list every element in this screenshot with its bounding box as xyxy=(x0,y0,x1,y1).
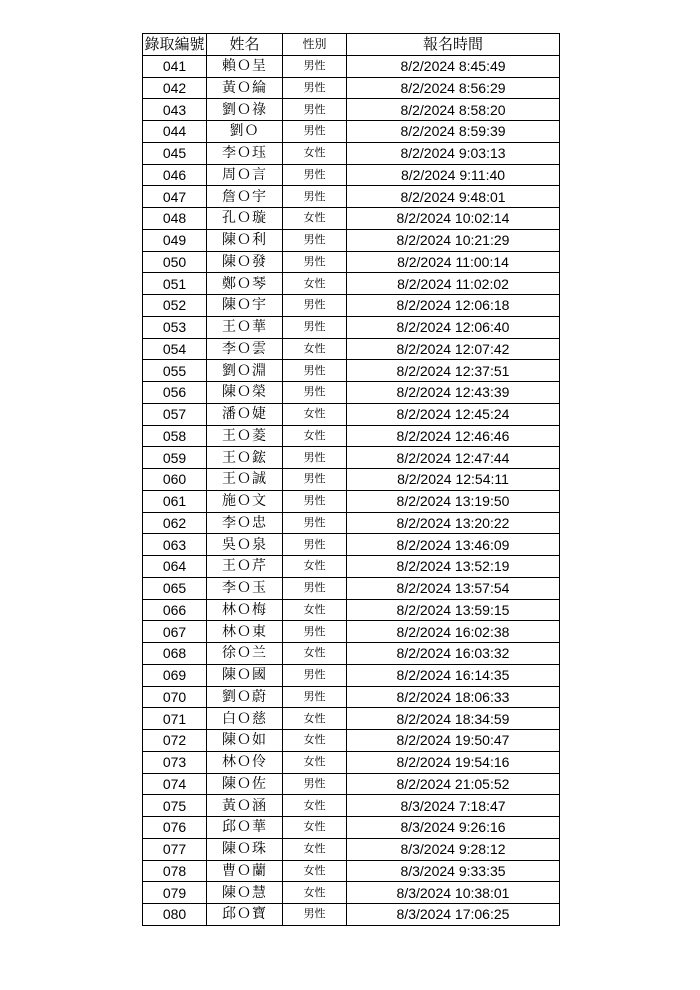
cell-registration-time: 8/2/2024 9:48:01 xyxy=(347,186,560,208)
table-row xyxy=(143,730,560,752)
cell-registration-time: 8/2/2024 8:56:29 xyxy=(347,77,560,99)
cell-registration-time: 8/2/2024 16:03:32 xyxy=(347,643,560,665)
cell-admission-number: 075 xyxy=(143,795,207,817)
cell-admission-number: 052 xyxy=(143,295,207,317)
cell-admission-number: 057 xyxy=(143,403,207,425)
cell-name: 王Ｏ誠 xyxy=(207,469,283,491)
table-row xyxy=(143,360,560,382)
cell-admission-number: 045 xyxy=(143,142,207,164)
table-row xyxy=(143,229,560,251)
table-row xyxy=(143,55,560,77)
cell-registration-time: 8/3/2024 17:06:25 xyxy=(347,904,560,926)
table-row xyxy=(143,773,560,795)
table-row xyxy=(143,273,560,295)
cell-gender: 男性 xyxy=(283,512,347,534)
cell-admission-number: 050 xyxy=(143,251,207,273)
cell-admission-number: 043 xyxy=(143,99,207,121)
table-row xyxy=(143,686,560,708)
cell-name: 陳Ｏ發 xyxy=(207,251,283,273)
table-row xyxy=(143,708,560,730)
cell-gender: 女性 xyxy=(283,142,347,164)
cell-registration-time: 8/2/2024 12:47:44 xyxy=(347,447,560,469)
cell-name: 施Ｏ文 xyxy=(207,490,283,512)
cell-name: 陳Ｏ宇 xyxy=(207,295,283,317)
table-row xyxy=(143,643,560,665)
cell-registration-time: 8/2/2024 12:37:51 xyxy=(347,360,560,382)
cell-name: 陳Ｏ國 xyxy=(207,664,283,686)
table-row xyxy=(143,251,560,273)
cell-gender: 男性 xyxy=(283,469,347,491)
cell-name: 劉Ｏ xyxy=(207,121,283,143)
cell-registration-time: 8/2/2024 11:00:14 xyxy=(347,251,560,273)
cell-registration-time: 8/2/2024 12:46:46 xyxy=(347,425,560,447)
cell-registration-time: 8/2/2024 13:20:22 xyxy=(347,512,560,534)
cell-registration-time: 8/2/2024 18:34:59 xyxy=(347,708,560,730)
table-row xyxy=(143,577,560,599)
cell-name: 鄭Ｏ琴 xyxy=(207,273,283,295)
cell-registration-time: 8/2/2024 12:43:39 xyxy=(347,382,560,404)
cell-admission-number: 065 xyxy=(143,577,207,599)
cell-admission-number: 079 xyxy=(143,882,207,904)
table-row xyxy=(143,121,560,143)
cell-registration-time: 8/2/2024 19:54:16 xyxy=(347,751,560,773)
table-body xyxy=(143,55,560,925)
cell-registration-time: 8/3/2024 9:33:35 xyxy=(347,860,560,882)
cell-name: 林Ｏ伶 xyxy=(207,751,283,773)
cell-name: 白Ｏ慈 xyxy=(207,708,283,730)
cell-gender: 女性 xyxy=(283,273,347,295)
cell-admission-number: 053 xyxy=(143,316,207,338)
cell-gender: 女性 xyxy=(283,208,347,230)
table-row xyxy=(143,534,560,556)
table-row xyxy=(143,77,560,99)
cell-gender: 男性 xyxy=(283,534,347,556)
cell-admission-number: 080 xyxy=(143,904,207,926)
cell-gender: 男性 xyxy=(283,186,347,208)
table-row xyxy=(143,795,560,817)
cell-admission-number: 077 xyxy=(143,838,207,860)
cell-admission-number: 072 xyxy=(143,730,207,752)
cell-gender: 男性 xyxy=(283,664,347,686)
cell-name: 陳Ｏ利 xyxy=(207,229,283,251)
cell-admission-number: 060 xyxy=(143,469,207,491)
cell-registration-time: 8/2/2024 16:02:38 xyxy=(347,621,560,643)
cell-gender: 男性 xyxy=(283,904,347,926)
cell-registration-time: 8/2/2024 8:45:49 xyxy=(347,55,560,77)
table-row xyxy=(143,142,560,164)
cell-admission-number: 069 xyxy=(143,664,207,686)
cell-name: 李Ｏ忠 xyxy=(207,512,283,534)
cell-name: 李Ｏ珏 xyxy=(207,142,283,164)
cell-admission-number: 078 xyxy=(143,860,207,882)
table-row xyxy=(143,751,560,773)
cell-admission-number: 048 xyxy=(143,208,207,230)
table-row xyxy=(143,425,560,447)
cell-admission-number: 058 xyxy=(143,425,207,447)
cell-name: 陳Ｏ榮 xyxy=(207,382,283,404)
table-row xyxy=(143,556,560,578)
cell-registration-time: 8/2/2024 13:19:50 xyxy=(347,490,560,512)
cell-admission-number: 062 xyxy=(143,512,207,534)
table-row xyxy=(143,621,560,643)
cell-name: 王Ｏ菱 xyxy=(207,425,283,447)
cell-gender: 男性 xyxy=(283,577,347,599)
registration-sheet xyxy=(142,33,560,926)
cell-gender: 女性 xyxy=(283,338,347,360)
cell-name: 黃Ｏ綸 xyxy=(207,77,283,99)
cell-name: 潘Ｏ婕 xyxy=(207,403,283,425)
cell-gender: 女性 xyxy=(283,838,347,860)
header-admission-number: 錄取編號 xyxy=(144,35,205,54)
table-header xyxy=(143,34,560,56)
table-row xyxy=(143,208,560,230)
cell-registration-time: 8/3/2024 7:18:47 xyxy=(347,795,560,817)
cell-registration-time: 8/2/2024 11:02:02 xyxy=(347,273,560,295)
cell-gender: 男性 xyxy=(283,773,347,795)
cell-admission-number: 076 xyxy=(143,817,207,839)
cell-gender: 男性 xyxy=(283,360,347,382)
cell-registration-time: 8/2/2024 12:45:24 xyxy=(347,403,560,425)
cell-admission-number: 044 xyxy=(143,121,207,143)
cell-name: 孔Ｏ璇 xyxy=(207,208,283,230)
cell-gender: 男性 xyxy=(283,295,347,317)
cell-gender: 男性 xyxy=(283,251,347,273)
cell-gender: 男性 xyxy=(283,686,347,708)
table-row xyxy=(143,860,560,882)
cell-admission-number: 061 xyxy=(143,490,207,512)
table-row xyxy=(143,838,560,860)
cell-name: 王Ｏ鋐 xyxy=(207,447,283,469)
cell-name: 陳Ｏ如 xyxy=(207,730,283,752)
cell-name: 賴Ｏ呈 xyxy=(207,55,283,77)
cell-name: 周Ｏ言 xyxy=(207,164,283,186)
cell-admission-number: 056 xyxy=(143,382,207,404)
cell-gender: 男性 xyxy=(283,621,347,643)
cell-registration-time: 8/3/2024 9:26:16 xyxy=(347,817,560,839)
cell-admission-number: 070 xyxy=(143,686,207,708)
cell-name: 陳Ｏ佐 xyxy=(207,773,283,795)
cell-registration-time: 8/2/2024 10:02:14 xyxy=(347,208,560,230)
cell-admission-number: 041 xyxy=(143,55,207,77)
cell-registration-time: 8/2/2024 12:07:42 xyxy=(347,338,560,360)
cell-name: 詹Ｏ宇 xyxy=(207,186,283,208)
cell-name: 曹Ｏ蘭 xyxy=(207,860,283,882)
cell-gender: 男性 xyxy=(283,55,347,77)
cell-gender: 女性 xyxy=(283,708,347,730)
cell-gender: 女性 xyxy=(283,643,347,665)
cell-admission-number: 042 xyxy=(143,77,207,99)
cell-admission-number: 059 xyxy=(143,447,207,469)
cell-name: 林Ｏ東 xyxy=(207,621,283,643)
cell-gender: 男性 xyxy=(283,447,347,469)
cell-admission-number: 049 xyxy=(143,229,207,251)
table-row xyxy=(143,817,560,839)
cell-admission-number: 068 xyxy=(143,643,207,665)
cell-admission-number: 064 xyxy=(143,556,207,578)
cell-registration-time: 8/2/2024 8:58:20 xyxy=(347,99,560,121)
cell-name: 王Ｏ華 xyxy=(207,316,283,338)
cell-gender: 女性 xyxy=(283,795,347,817)
cell-name: 劉Ｏ淵 xyxy=(207,360,283,382)
cell-admission-number: 063 xyxy=(143,534,207,556)
cell-admission-number: 054 xyxy=(143,338,207,360)
cell-name: 徐Ｏ兰 xyxy=(207,643,283,665)
cell-admission-number: 071 xyxy=(143,708,207,730)
cell-name: 李Ｏ玉 xyxy=(207,577,283,599)
cell-admission-number: 047 xyxy=(143,186,207,208)
cell-registration-time: 8/2/2024 13:46:09 xyxy=(347,534,560,556)
cell-gender: 男性 xyxy=(283,382,347,404)
cell-registration-time: 8/2/2024 9:03:13 xyxy=(347,142,560,164)
cell-gender: 女性 xyxy=(283,817,347,839)
cell-registration-time: 8/2/2024 12:06:40 xyxy=(347,316,560,338)
cell-admission-number: 066 xyxy=(143,599,207,621)
table-row xyxy=(143,664,560,686)
cell-gender: 男性 xyxy=(283,121,347,143)
cell-registration-time: 8/2/2024 9:11:40 xyxy=(347,164,560,186)
cell-registration-time: 8/2/2024 18:06:33 xyxy=(347,686,560,708)
cell-gender: 男性 xyxy=(283,99,347,121)
table-row xyxy=(143,599,560,621)
table-row xyxy=(143,382,560,404)
cell-registration-time: 8/2/2024 19:50:47 xyxy=(347,730,560,752)
cell-registration-time: 8/2/2024 12:54:11 xyxy=(347,469,560,491)
table-row xyxy=(143,186,560,208)
cell-name: 邱Ｏ華 xyxy=(207,817,283,839)
cell-gender: 女性 xyxy=(283,882,347,904)
header-gender: 性別 xyxy=(283,34,347,56)
cell-name: 劉Ｏ蔚 xyxy=(207,686,283,708)
cell-registration-time: 8/2/2024 21:05:52 xyxy=(347,773,560,795)
cell-gender: 女性 xyxy=(283,860,347,882)
cell-registration-time: 8/2/2024 13:59:15 xyxy=(347,599,560,621)
cell-admission-number: 074 xyxy=(143,773,207,795)
table-row xyxy=(143,99,560,121)
table-row xyxy=(143,338,560,360)
table-row xyxy=(143,447,560,469)
cell-gender: 女性 xyxy=(283,730,347,752)
table-row xyxy=(143,512,560,534)
cell-registration-time: 8/2/2024 13:57:54 xyxy=(347,577,560,599)
table-row xyxy=(143,490,560,512)
header-registration-time: 報名時間 xyxy=(347,34,560,56)
cell-name: 王Ｏ芹 xyxy=(207,556,283,578)
cell-gender: 女性 xyxy=(283,425,347,447)
header-row xyxy=(143,34,560,56)
cell-name: 吳Ｏ泉 xyxy=(207,534,283,556)
cell-gender: 男性 xyxy=(283,164,347,186)
cell-name: 劉Ｏ祿 xyxy=(207,99,283,121)
cell-admission-number: 046 xyxy=(143,164,207,186)
cell-gender: 男性 xyxy=(283,77,347,99)
cell-registration-time: 8/2/2024 13:52:19 xyxy=(347,556,560,578)
table-row xyxy=(143,403,560,425)
cell-registration-time: 8/3/2024 10:38:01 xyxy=(347,882,560,904)
table-row xyxy=(143,316,560,338)
cell-gender: 女性 xyxy=(283,751,347,773)
cell-gender: 男性 xyxy=(283,229,347,251)
table-row xyxy=(143,295,560,317)
cell-name: 邱Ｏ寶 xyxy=(207,904,283,926)
cell-name: 李Ｏ雲 xyxy=(207,338,283,360)
table-row xyxy=(143,904,560,926)
cell-admission-number: 051 xyxy=(143,273,207,295)
table-row xyxy=(143,164,560,186)
cell-name: 陳Ｏ慧 xyxy=(207,882,283,904)
cell-admission-number: 055 xyxy=(143,360,207,382)
cell-name: 林Ｏ梅 xyxy=(207,599,283,621)
cell-gender: 女性 xyxy=(283,403,347,425)
table-row xyxy=(143,882,560,904)
cell-registration-time: 8/2/2024 10:21:29 xyxy=(347,229,560,251)
header-name: 姓名 xyxy=(207,34,283,56)
cell-admission-number: 073 xyxy=(143,751,207,773)
cell-registration-time: 8/2/2024 12:06:18 xyxy=(347,295,560,317)
admission-table xyxy=(142,33,560,926)
cell-admission-number: 067 xyxy=(143,621,207,643)
cell-gender: 男性 xyxy=(283,490,347,512)
cell-registration-time: 8/2/2024 16:14:35 xyxy=(347,664,560,686)
cell-gender: 女性 xyxy=(283,599,347,621)
cell-gender: 女性 xyxy=(283,556,347,578)
cell-gender: 男性 xyxy=(283,316,347,338)
cell-registration-time: 8/3/2024 9:28:12 xyxy=(347,838,560,860)
table-row xyxy=(143,469,560,491)
cell-name: 陳Ｏ珠 xyxy=(207,838,283,860)
cell-name: 黃Ｏ涵 xyxy=(207,795,283,817)
cell-registration-time: 8/2/2024 8:59:39 xyxy=(347,121,560,143)
